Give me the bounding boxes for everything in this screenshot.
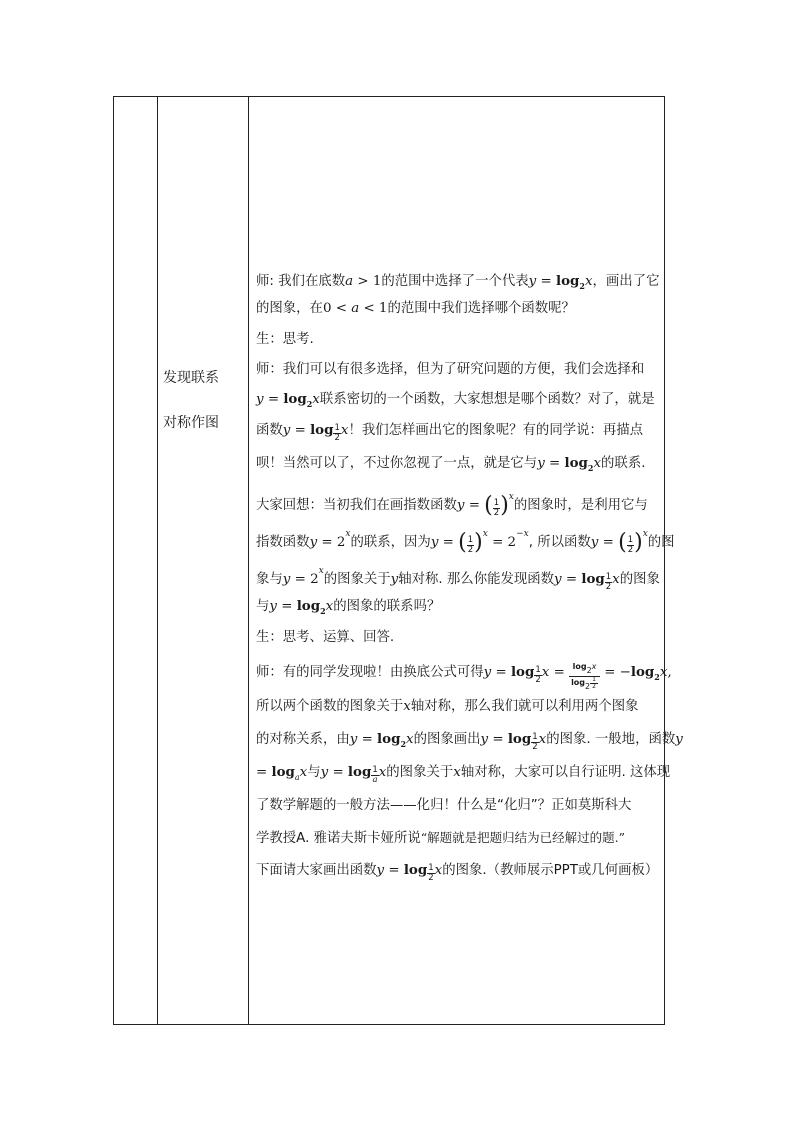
line-7: 呗！当然可以了，不过你忽视了一点，就是它与$y = \log_2x$的联系.: [256, 455, 646, 473]
column-divider-1: [157, 97, 158, 1024]
line-9: 指数函数$y = 2^x$的联系，因为y = ( $\frac{1}{2}$ )$^x = 2^{-x}$, 所以函数y = ( $\frac{1}{2}$ )$^x$的图: [256, 529, 675, 555]
line-11: 与$y = \log_2x$的图象的联系吗？: [256, 598, 441, 616]
line-13: 师：有的同学发现啦！由换底公式可得y = log $\frac{1}{2}$ x = log2x log2 $\frac{1}{2}$ = $-\log_2x$,: [256, 662, 672, 691]
line-14: 所以两个函数的图象关于x轴对称，那么我们就可以利用两个图象: [256, 699, 639, 714]
stage-label-symmetric: 对称作图: [163, 415, 219, 431]
column-divider-2: [248, 97, 249, 1024]
line-17: 了数学解题的一般方法——化归！什么是“化归”？正如莫斯科大: [256, 798, 632, 813]
line-1: 师: 我们在底数a > 1的范围中选择了一个代表$y = \log_2x$，画出了它: [256, 273, 660, 291]
line-15: 的对称关系，由$y = \log_2x$的图象画出y = log $\frac{1}{2}$ x的图象. 一般地，函数y: [256, 731, 683, 752]
line-10: 象与$y = 2^x$的图象关于y轴对称. 那么你能发现函数y = log $\frac{1}{2}$ x的图象: [256, 566, 660, 592]
line-4: 师：我们可以有很多选择，但为了研究问题的方便，我们会选择和: [256, 362, 645, 377]
line-2: 的图象，在0 < a < 1的范围中我们选择哪个函数呢？: [256, 301, 575, 316]
line-8: 大家回想：当初我们在画指数函数y = ( $\frac{1}{2}$ )$^x$的图象时，是利用它与: [256, 492, 648, 518]
line-19: 下面请大家画出函数y = log $\frac{1}{2}$ x的图象.（教师展示PPT或几何画板）: [256, 862, 659, 883]
line-18: 学教授A. 雅诺夫斯卡娅所说“解题就是把题归结为已经解过的题.”: [256, 830, 625, 846]
line-12: 生：思考、运算、回答.: [256, 630, 395, 645]
line-5: $y = \log_2x$联系密切的一个函数，大家想想是哪个函数？对了，就是: [256, 391, 655, 409]
lesson-table: [113, 96, 683, 1025]
line-6: 函数y = log $\frac{1}{2}$ x！我们怎样画出它的图象呢？有的同学说：再描点: [256, 422, 644, 443]
line-16: = $\log_ax$与y = log $\frac{1}{a}$ x的图象关于x轴对称，大家可以自行证明. 这体现: [256, 764, 671, 785]
line-3: 生：思考.: [256, 332, 314, 347]
stage-label-discover: 发现联系: [163, 370, 219, 386]
